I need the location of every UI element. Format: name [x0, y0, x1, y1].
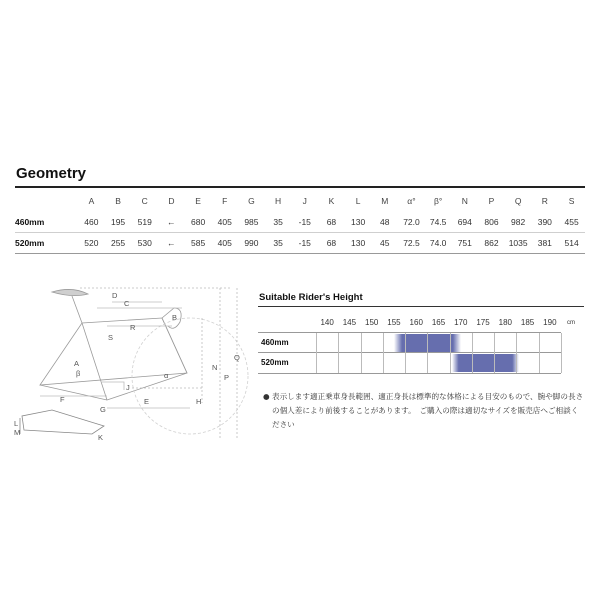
geometry-header-row: [15, 190, 585, 212]
column-header: A: [88, 196, 95, 206]
column-header: J: [302, 196, 307, 206]
scale-tick-label: 190: [543, 318, 557, 327]
scale-unit: cm: [567, 320, 575, 326]
column-header: E: [195, 196, 201, 206]
column-header: S: [568, 196, 575, 206]
column-header: β°: [433, 196, 443, 206]
table-cell: -15: [298, 238, 311, 248]
sizing-note: [263, 390, 584, 432]
table-cell: 68: [318, 212, 345, 233]
scale-tick-label: 175: [476, 318, 490, 327]
page-title: Geometry: [16, 165, 87, 182]
rider-height-grid: [258, 332, 561, 374]
column-header: B: [115, 196, 121, 206]
diagram-label: C: [124, 299, 130, 308]
rider-height-size-label: 520mm: [261, 358, 289, 367]
diagram-label: F: [60, 395, 65, 404]
rider-height-divider: [258, 306, 584, 307]
table-cell: 72.0: [398, 212, 425, 233]
table-cell: 862: [484, 238, 499, 248]
table-cell: 1035: [508, 238, 528, 248]
table-cell: 694: [451, 212, 478, 233]
grid-line: [338, 333, 339, 373]
scale-tick-label: 180: [498, 318, 512, 327]
table-cell: 74.0: [429, 238, 447, 248]
table-cell: 751: [457, 238, 472, 248]
grid-line: [316, 333, 317, 373]
column-header: R: [541, 196, 548, 206]
table-cell: 130: [351, 238, 366, 248]
column-header: C: [141, 196, 148, 206]
diagram-label: M: [14, 428, 21, 437]
diagram-label: J: [126, 383, 130, 392]
table-cell: 35: [273, 238, 283, 248]
geometry-table: [15, 190, 585, 253]
table-cell: 520: [84, 238, 99, 248]
diagram-label: β: [76, 369, 81, 378]
scale-tick-label: 145: [342, 318, 357, 327]
grid-line: [494, 333, 495, 373]
table-cell: 990: [244, 238, 259, 248]
bike-geometry-diagram: [12, 278, 252, 453]
grid-line: [450, 333, 451, 373]
table-cell: 45: [380, 238, 390, 248]
table-cell: 514: [564, 238, 579, 248]
diagram-label: H: [196, 397, 202, 406]
diagram-label: D: [112, 291, 118, 300]
diagram-label: G: [100, 405, 106, 414]
table-cell: 390: [531, 212, 558, 233]
diagram-label: N: [212, 363, 218, 372]
table-cell: -15: [291, 212, 318, 233]
table-cell: 72.5: [403, 238, 420, 248]
diagram-label: P: [224, 373, 230, 382]
table-bottom-divider: [15, 253, 585, 254]
column-header: K: [328, 196, 335, 206]
column-header: α°: [407, 196, 416, 206]
grid-line: [383, 333, 384, 373]
grid-line: [516, 333, 517, 373]
table-cell: 195: [105, 212, 132, 233]
table-cell: 405: [211, 212, 238, 233]
table-cell: 680: [185, 212, 212, 233]
table-cell: 405: [217, 238, 232, 248]
table-cell: 530: [137, 238, 152, 248]
column-header: L: [355, 196, 361, 206]
scale-tick-label: 140: [320, 318, 334, 327]
diagram-label: R: [130, 323, 136, 332]
grid-line: [561, 333, 562, 373]
column-header: M: [381, 196, 389, 206]
table-cell: 74.5: [425, 212, 452, 233]
table-cell: 982: [505, 212, 532, 233]
table-cell: 455: [558, 212, 585, 233]
diagram-label: α: [164, 371, 169, 380]
column-header: F: [222, 196, 228, 206]
scale-tick-label: 185: [520, 318, 535, 327]
note-text: 表示します適正乗車身長範囲、適正身長は標準的な体格による目安のもので、腕や脚の長さの個人差により前後することがあります。 ご購入の際は適切なサイズを販売店へご相談ください: [272, 392, 584, 429]
table-cell: 985: [238, 212, 265, 233]
scale-tick-label: 155: [387, 318, 401, 327]
column-header: G: [248, 196, 255, 206]
column-header: Q: [514, 196, 522, 206]
table-cell: ←: [158, 212, 185, 233]
scale-tick-label: 160: [409, 318, 423, 327]
table-cell: 35: [265, 212, 292, 233]
scale-tick-label: 165: [431, 318, 446, 327]
title-divider: [15, 186, 585, 188]
column-header: [15, 190, 78, 212]
diagram-label: Q: [234, 353, 240, 362]
grid-line: [472, 333, 473, 373]
table-row: [15, 212, 585, 233]
table-cell: 585: [190, 238, 206, 248]
grid-line: [539, 333, 540, 373]
diagram-label: A: [74, 359, 80, 368]
table-cell: 519: [131, 212, 158, 233]
diagram-label: K: [98, 433, 104, 442]
table-cell: ←: [167, 238, 176, 248]
column-header: D: [168, 196, 175, 206]
column-header: H: [275, 196, 282, 206]
rider-height-title: Suitable Rider's Height: [259, 292, 363, 303]
grid-line: [427, 333, 428, 373]
grid-line: [361, 333, 362, 373]
rider-height-size-label: 460mm: [261, 338, 289, 347]
diagram-label: E: [144, 397, 150, 406]
table-cell: 48: [371, 212, 398, 233]
table-cell: 68: [326, 238, 337, 248]
table-cell: 255: [110, 238, 126, 248]
height-range-bar: [452, 354, 519, 372]
scale-tick-label: 150: [364, 318, 379, 327]
column-header: N: [461, 196, 468, 206]
diagram-label: B: [172, 313, 178, 322]
table-row: [15, 233, 585, 254]
note-bullet: ●: [263, 392, 270, 401]
table-cell: 460: [78, 212, 105, 233]
size-label: 460mm: [15, 212, 78, 233]
grid-line: [405, 333, 406, 373]
diagram-label: L: [14, 419, 19, 428]
table-cell: 806: [478, 212, 505, 233]
table-cell: 130: [345, 212, 372, 233]
size-label: 520mm: [15, 238, 45, 248]
diagram-label: S: [108, 333, 114, 342]
column-header: P: [488, 196, 495, 206]
scale-tick-label: 170: [454, 318, 468, 327]
table-cell: 381: [537, 238, 552, 248]
